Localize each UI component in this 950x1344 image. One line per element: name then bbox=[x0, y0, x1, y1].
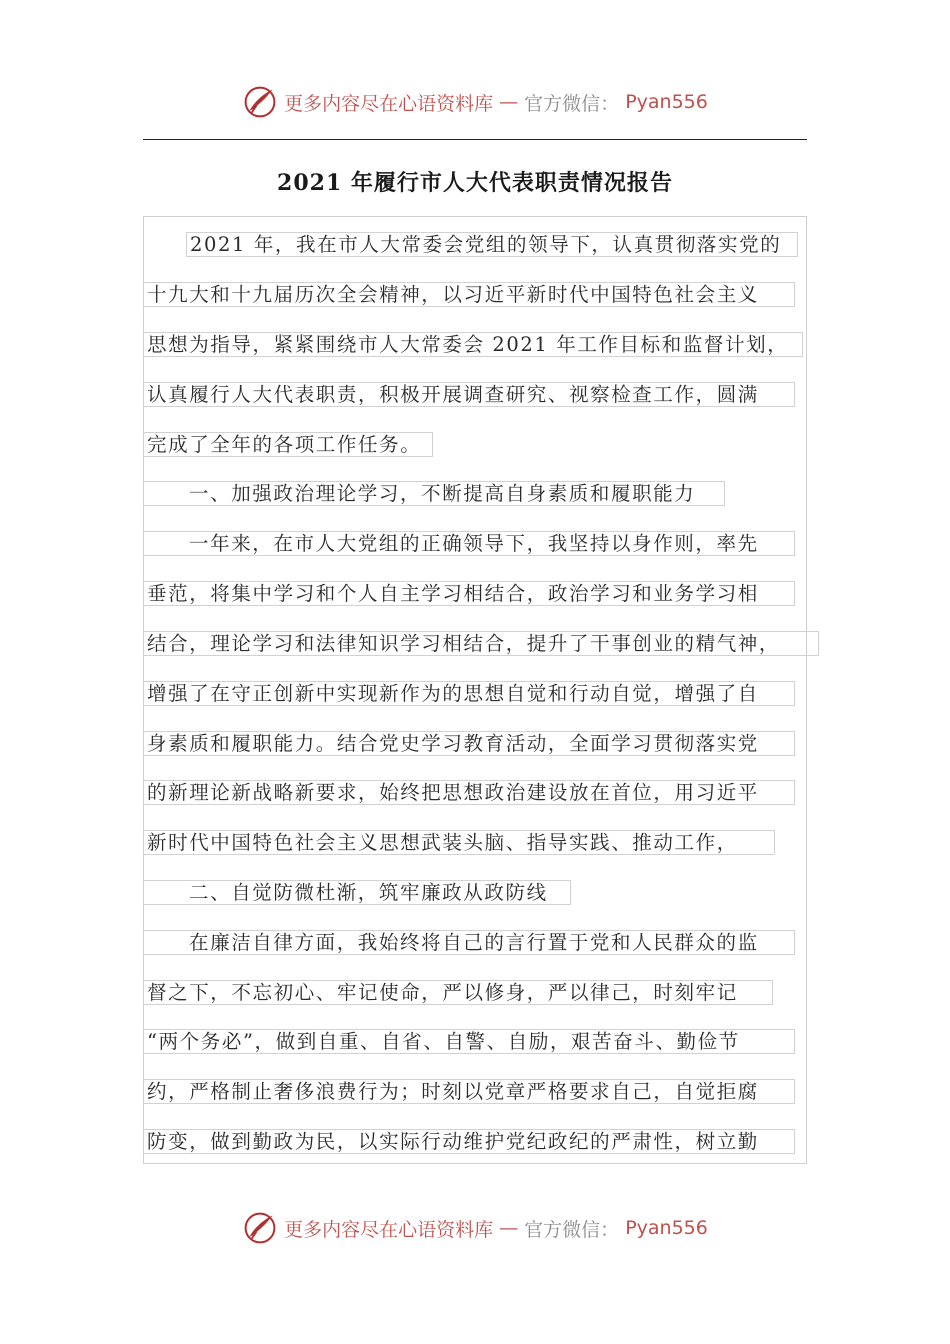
text-line: 新时代中国特色社会主义思想武装头脑、指导实践、推动工作， bbox=[143, 830, 775, 855]
watermark-dash: — bbox=[499, 91, 519, 113]
watermark-dash: — bbox=[499, 1217, 519, 1239]
text-line: 防变，做到勤政为民，以实际行动维护党纪政纪的严肃性，树立勤 bbox=[143, 1129, 795, 1154]
text-line: 的新理论新战略新要求，始终把思想政治建设放在首位，用习近平 bbox=[143, 780, 795, 805]
header-rule bbox=[143, 139, 807, 140]
watermark-label: 官方微信： bbox=[524, 92, 620, 115]
watermark-label: 官方微信： bbox=[524, 1218, 620, 1241]
text-line: 思想为指导，紧紧围绕市人大常委会 2021 年工作目标和监督计划， bbox=[143, 332, 803, 357]
watermark-text: 更多内容尽在心语资料库 bbox=[284, 1218, 494, 1241]
text-line: 完成了全年的各项工作任务。 bbox=[143, 432, 433, 457]
text-line: “两个务必”，做到自重、自省、自警、自励，艰苦奋斗、勤俭节 bbox=[143, 1029, 795, 1054]
text-line: 十九大和十九届历次全会精神，以习近平新时代中国特色社会主义 bbox=[143, 282, 795, 307]
text-line: 2021 年，我在市人大常委会党组的领导下，认真贯彻落实党的 bbox=[186, 232, 798, 257]
quill-logo-icon bbox=[242, 84, 278, 120]
text-line: 在廉洁自律方面，我始终将自己的言行置于党和人民群众的监 bbox=[143, 930, 795, 955]
text-line: 认真履行人大代表职责，积极开展调查研究、视察检查工作，圆满 bbox=[143, 382, 795, 407]
section-heading: 二、自觉防微杜渐，筑牢廉政从政防线 bbox=[143, 880, 571, 905]
header-watermark bbox=[0, 84, 950, 120]
watermark-wechat-id: Pyan556 bbox=[625, 1217, 708, 1239]
text-line: 身素质和履职能力。结合党史学习教育活动，全面学习贯彻落实党 bbox=[143, 731, 795, 756]
text-line: 一年来，在市人大党组的正确领导下，我坚持以身作则，率先 bbox=[143, 531, 795, 556]
text-line: 增强了在守正创新中实现新作为的思想自觉和行动自觉，增强了自 bbox=[143, 681, 795, 706]
footer-watermark bbox=[0, 1210, 950, 1246]
text-line: 结合，理论学习和法律知识学习相结合，提升了干事创业的精气神， bbox=[143, 631, 819, 656]
document-title: 2021 年履行市人大代表职责情况报告 bbox=[277, 170, 673, 196]
text-line: 督之下，不忘初心、牢记使命，严以修身，严以律己，时刻牢记 bbox=[143, 980, 773, 1005]
section-heading: 一、加强政治理论学习，不断提高自身素质和履职能力 bbox=[143, 481, 725, 506]
watermark-text: 更多内容尽在心语资料库 bbox=[284, 92, 494, 115]
quill-logo-icon bbox=[242, 1210, 278, 1246]
text-line: 约，严格制止奢侈浪费行为；时刻以党章严格要求自己，自觉拒腐 bbox=[143, 1079, 795, 1104]
text-line: 垂范，将集中学习和个人自主学习相结合，政治学习和业务学习相 bbox=[143, 581, 795, 606]
watermark-wechat-id: Pyan556 bbox=[625, 91, 708, 113]
